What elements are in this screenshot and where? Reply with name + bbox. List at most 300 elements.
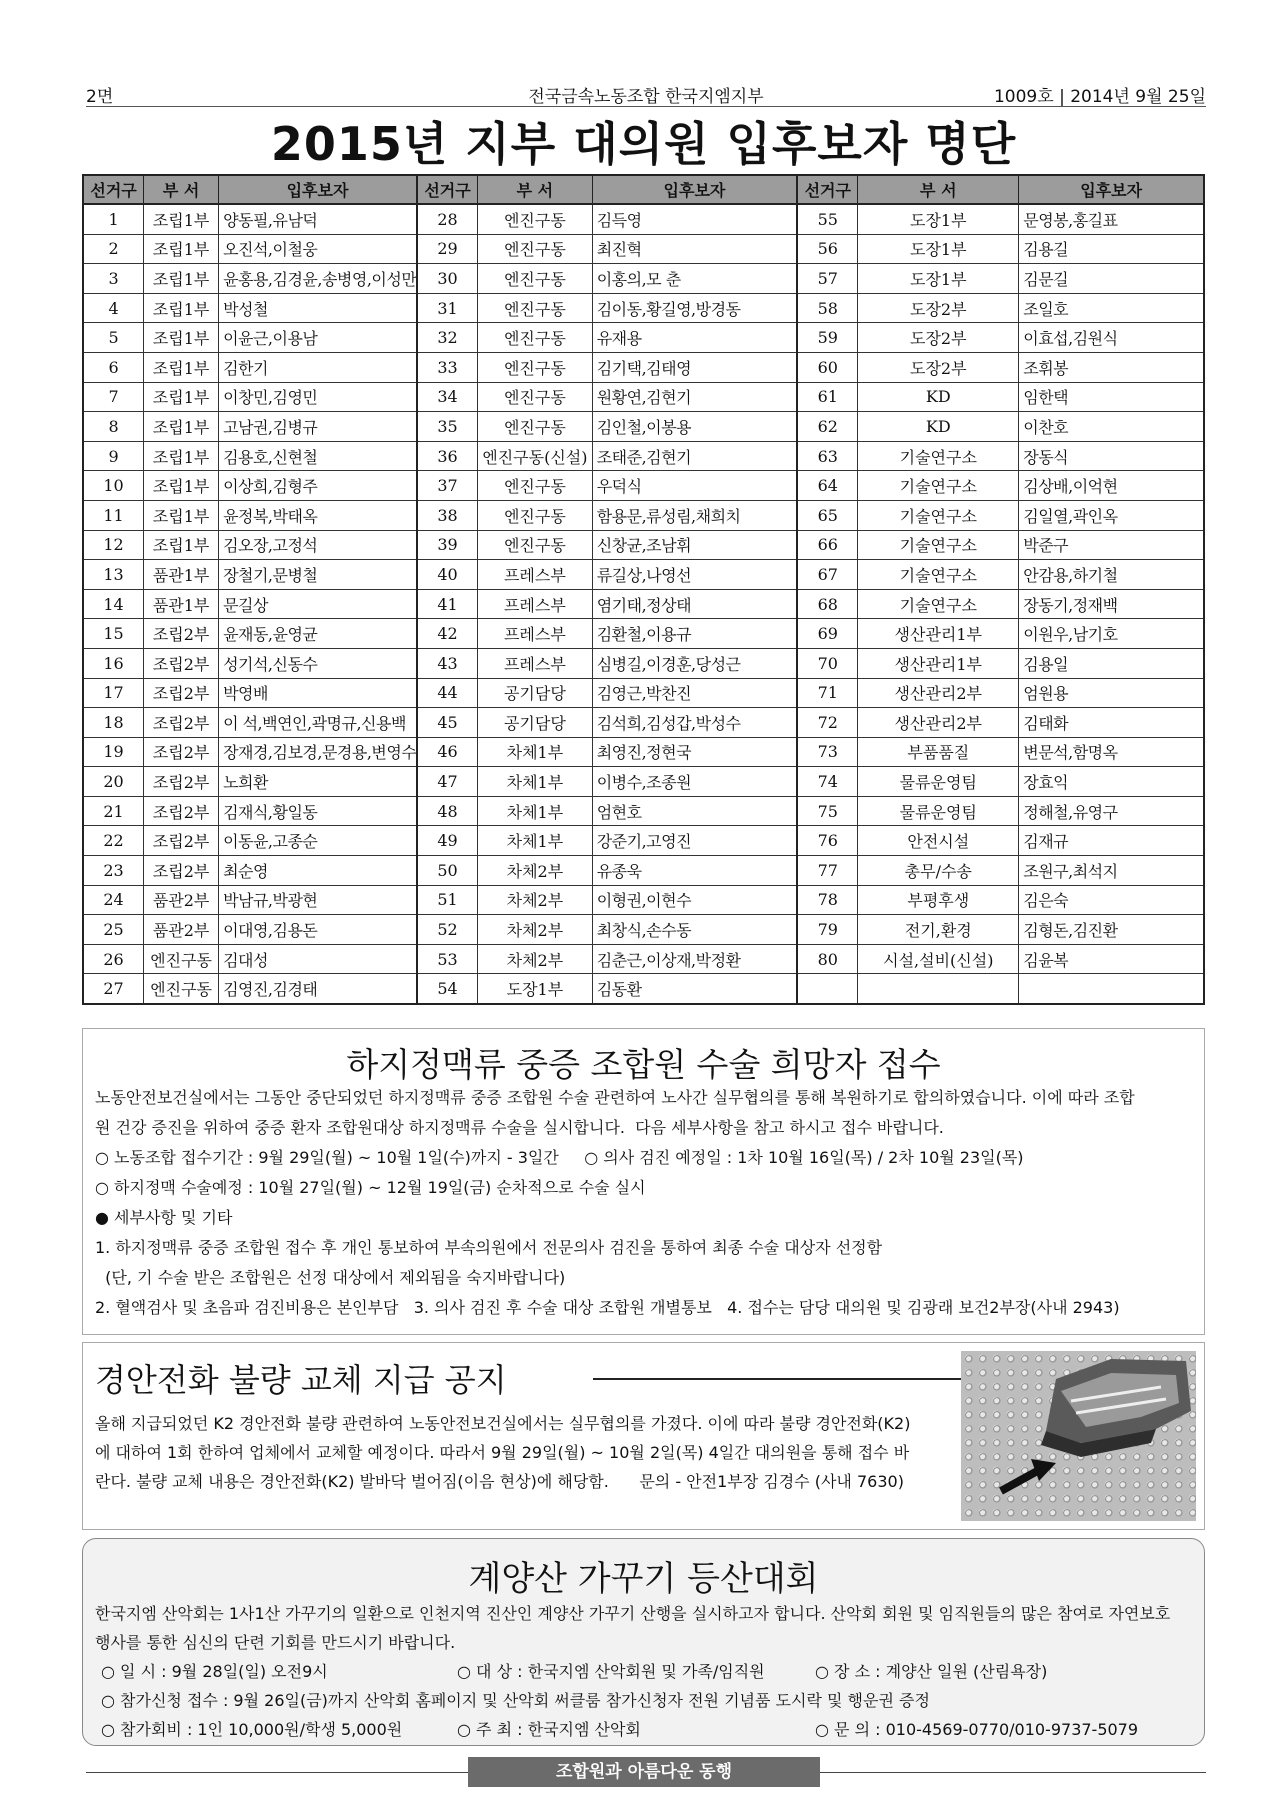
- department: 조립2부: [144, 767, 219, 797]
- district-number: 59: [797, 323, 858, 353]
- district-number: 64: [797, 471, 858, 501]
- district-number: 78: [797, 885, 858, 915]
- table-row: [83, 382, 1204, 412]
- event-info-row: [95, 1657, 1192, 1686]
- candidates: 김동환: [592, 974, 797, 1004]
- event-fee: ○ 참가회비 : 1인 10,000원/학생 5,000원: [101, 1720, 403, 1739]
- candidates: 김인철,이봉용: [592, 412, 797, 442]
- candidates: 최영진,정현국: [592, 737, 797, 767]
- candidates: 정해철,유영구: [1019, 796, 1204, 826]
- title-rule: [593, 1378, 1011, 1380]
- district-number: 13: [83, 560, 144, 590]
- candidates: 박준구: [1019, 530, 1204, 560]
- department: 공기담당: [478, 708, 593, 738]
- district-number: 11: [83, 500, 144, 530]
- table-row: [83, 323, 1204, 353]
- candidates: 신창균,조남휘: [592, 530, 797, 560]
- district-number: 53: [417, 944, 478, 974]
- department: 조립1부: [144, 204, 219, 234]
- candidates: 김득영: [592, 204, 797, 234]
- district-number: 30: [417, 264, 478, 294]
- department: 기술연구소: [858, 441, 1019, 471]
- district-number: 18: [83, 708, 144, 738]
- district-number: 15: [83, 619, 144, 649]
- candidates: 유종욱: [592, 856, 797, 886]
- district-number: 43: [417, 648, 478, 678]
- candidates: 염기태,정상태: [592, 589, 797, 619]
- candidates: 김한기: [219, 352, 417, 382]
- district-number: 7: [83, 382, 144, 412]
- candidates: 이홍의,모 춘: [592, 264, 797, 294]
- notice-title: 경안전화 불량 교체 지급 공지: [95, 1361, 507, 1399]
- roster-header-cell: 부 서: [858, 175, 1019, 204]
- district-number: 19: [83, 737, 144, 767]
- department: 도장2부: [858, 352, 1019, 382]
- district-number: 72: [797, 708, 858, 738]
- text-line: (단, 기 수술 받은 조합원은 선정 대상에서 제외됨을 숙지바랍니다): [95, 1268, 566, 1287]
- notice-body: [95, 1409, 1035, 1496]
- candidates: 윤재동,윤영균: [219, 619, 417, 649]
- candidates: [1019, 974, 1204, 1004]
- candidates: 안감용,하기철: [1019, 560, 1204, 590]
- page-number: 2면: [86, 87, 114, 107]
- department: 엔진구동: [478, 264, 593, 294]
- department: 조립2부: [144, 856, 219, 886]
- district-number: 55: [797, 204, 858, 234]
- department: 품관1부: [144, 589, 219, 619]
- district-number: 49: [417, 826, 478, 856]
- district-number: 26: [83, 944, 144, 974]
- table-row: [83, 264, 1204, 294]
- district-number: 46: [417, 737, 478, 767]
- district-number: 16: [83, 648, 144, 678]
- district-number: 70: [797, 648, 858, 678]
- event-contact: ○ 문 의 : 010-4569-0770/010-9737-5079: [815, 1720, 1139, 1739]
- candidates: 장철기,문병철: [219, 560, 417, 590]
- candidates: 김영진,김경태: [219, 974, 417, 1004]
- district-number: 77: [797, 856, 858, 886]
- candidates: 김석희,김성갑,박성수: [592, 708, 797, 738]
- table-row: [83, 708, 1204, 738]
- department: 조립1부: [144, 323, 219, 353]
- department: 도장1부: [858, 204, 1019, 234]
- candidates: 이효섭,김원식: [1019, 323, 1204, 353]
- event-info-row: [95, 1686, 1192, 1715]
- text-line: 2. 혈액검사 및 초음파 검진비용은 본인부담 3. 의사 검진 후 수술 대상 조합원 개별통보 4. 접수는 담당 대의원 및 김광래 보건2부장(사내 2943): [95, 1298, 1120, 1317]
- district-number: 24: [83, 885, 144, 915]
- candidates: 유재용: [592, 323, 797, 353]
- district-number: 21: [83, 796, 144, 826]
- event-apply: ○ 참가신청 접수 : 9월 26일(금)까지 산악회 홈페이지 및 산악회 써클룸 참가신청자 전원 기념품 도시락 및 행운권 증정: [101, 1691, 930, 1710]
- department: 품관2부: [144, 885, 219, 915]
- candidate-roster-table: [82, 174, 1205, 1005]
- department: 안전시설: [858, 826, 1019, 856]
- candidates: 김용일: [1019, 648, 1204, 678]
- department: 공기담당: [478, 678, 593, 708]
- candidates: 함용문,류성림,채희치: [592, 500, 797, 530]
- candidates: 문길상: [219, 589, 417, 619]
- page-title: 2015년 지부 대의원 입후보자 명단: [270, 117, 1017, 171]
- district-number: 31: [417, 293, 478, 323]
- candidates: 이병수,조종원: [592, 767, 797, 797]
- candidates: 김대성: [219, 944, 417, 974]
- district-number: 20: [83, 767, 144, 797]
- candidates: 최진혁: [592, 234, 797, 264]
- district-number: 44: [417, 678, 478, 708]
- candidates: 변문석,함명옥: [1019, 737, 1204, 767]
- department: 기술연구소: [858, 530, 1019, 560]
- department: 차체2부: [478, 885, 593, 915]
- candidates: 이대영,김용돈: [219, 915, 417, 945]
- department: 조립2부: [144, 619, 219, 649]
- roster-body: [83, 204, 1204, 1004]
- department: 기술연구소: [858, 560, 1019, 590]
- district-number: 75: [797, 796, 858, 826]
- roster-header-cell: 선거구: [83, 175, 144, 204]
- district-number: 65: [797, 500, 858, 530]
- department: 조립1부: [144, 234, 219, 264]
- table-row: [83, 944, 1204, 974]
- district-number: 52: [417, 915, 478, 945]
- candidates: 김은숙: [1019, 885, 1204, 915]
- table-row: [83, 589, 1204, 619]
- department: KD: [858, 382, 1019, 412]
- roster-header-cell: 선거구: [797, 175, 858, 204]
- department: 엔진구동: [144, 944, 219, 974]
- candidates: 이윤근,이용남: [219, 323, 417, 353]
- department: 부품품질: [858, 737, 1019, 767]
- candidates: 김영근,박찬진: [592, 678, 797, 708]
- department: 차체1부: [478, 737, 593, 767]
- department: 엔진구동: [478, 412, 593, 442]
- department: 엔진구동: [478, 500, 593, 530]
- candidates: 김재식,황일동: [219, 796, 417, 826]
- notice-title: 하지정맥류 중증 조합원 수술 희망자 접수: [346, 1045, 941, 1084]
- department: 조립2부: [144, 708, 219, 738]
- table-row: [83, 441, 1204, 471]
- department: 차체1부: [478, 826, 593, 856]
- district-number: 6: [83, 352, 144, 382]
- roster-header-cell: 입후보자: [592, 175, 797, 204]
- department: 조립1부: [144, 530, 219, 560]
- candidates: 장동기,정재백: [1019, 589, 1204, 619]
- district-number: 3: [83, 264, 144, 294]
- roster-header-row: [83, 175, 1204, 204]
- district-number: 73: [797, 737, 858, 767]
- district-number: 79: [797, 915, 858, 945]
- district-number: 17: [83, 678, 144, 708]
- department: 전기,환경: [858, 915, 1019, 945]
- department: 프레스부: [478, 619, 593, 649]
- district-number: 4: [83, 293, 144, 323]
- department: 프레스부: [478, 648, 593, 678]
- district-number: 69: [797, 619, 858, 649]
- department: 엔진구동: [144, 974, 219, 1004]
- department: 도장2부: [858, 323, 1019, 353]
- footer-slogan: 조합원과 아름다운 동행: [468, 1757, 820, 1787]
- candidates: 강준기,고영진: [592, 826, 797, 856]
- district-number: 42: [417, 619, 478, 649]
- mountain-hiking-event-notice: [82, 1538, 1205, 1746]
- table-row: [83, 293, 1204, 323]
- department: 조립1부: [144, 293, 219, 323]
- district-number: 39: [417, 530, 478, 560]
- district-number: 71: [797, 678, 858, 708]
- candidates: 박성철: [219, 293, 417, 323]
- table-row: [83, 412, 1204, 442]
- department: 도장1부: [858, 264, 1019, 294]
- district-number: 48: [417, 796, 478, 826]
- department: 시설,설비(신설): [858, 944, 1019, 974]
- candidates: 조일호: [1019, 293, 1204, 323]
- district-number: 60: [797, 352, 858, 382]
- table-row: [83, 648, 1204, 678]
- district-number: 58: [797, 293, 858, 323]
- district-number: 61: [797, 382, 858, 412]
- table-row: [83, 619, 1204, 649]
- department: 엔진구동: [478, 352, 593, 382]
- text-line: ● 세부사항 및 기타: [95, 1208, 233, 1227]
- table-row: [83, 885, 1204, 915]
- candidates: 김기택,김태영: [592, 352, 797, 382]
- candidates: 김태화: [1019, 708, 1204, 738]
- text-line: 란다. 불량 교체 내용은 경안전화(K2) 발바닥 벌어짐(이음 현상)에 해당함. 문의 - 안전1부장 김경수 (사내 7630): [95, 1472, 904, 1491]
- department: 차체1부: [478, 767, 593, 797]
- district-number: 33: [417, 352, 478, 382]
- candidates: 엄현호: [592, 796, 797, 826]
- district-number: 34: [417, 382, 478, 412]
- department: 조립1부: [144, 352, 219, 382]
- department: 조립1부: [144, 441, 219, 471]
- table-row: [83, 530, 1204, 560]
- table-row: [83, 974, 1204, 1004]
- candidates: 이동윤,고종순: [219, 826, 417, 856]
- event-place: ○ 장 소 : 계양산 일원 (산림욕장): [815, 1662, 1048, 1681]
- department: 조립1부: [144, 500, 219, 530]
- candidates: 박영배: [219, 678, 417, 708]
- district-number: 36: [417, 441, 478, 471]
- candidates: 노희환: [219, 767, 417, 797]
- district-number: 9: [83, 441, 144, 471]
- candidates: 윤정복,박태옥: [219, 500, 417, 530]
- department: 엔진구동: [478, 471, 593, 501]
- table-row: [83, 767, 1204, 797]
- department: 도장1부: [478, 974, 593, 1004]
- event-date: ○ 일 시 : 9월 28일(일) 오전9시: [101, 1662, 328, 1681]
- candidates: 최창식,손수동: [592, 915, 797, 945]
- page-header: [86, 80, 1206, 107]
- department: 조립1부: [144, 264, 219, 294]
- candidates: 이원우,남기호: [1019, 619, 1204, 649]
- department: 조립2부: [144, 678, 219, 708]
- candidates: 이 석,백연인,곽명규,신용백: [219, 708, 417, 738]
- district-number: 22: [83, 826, 144, 856]
- table-row: [83, 204, 1204, 234]
- candidates: 임한택: [1019, 382, 1204, 412]
- candidates: 조휘봉: [1019, 352, 1204, 382]
- district-number: 1: [83, 204, 144, 234]
- roster-header-cell: 입후보자: [1019, 175, 1204, 204]
- district-number: 68: [797, 589, 858, 619]
- district-number: 56: [797, 234, 858, 264]
- roster-header-cell: 입후보자: [219, 175, 417, 204]
- district-number: 76: [797, 826, 858, 856]
- district-number: 62: [797, 412, 858, 442]
- department: 엔진구동: [478, 530, 593, 560]
- department: 생산관리2부: [858, 678, 1019, 708]
- department: 엔진구동: [478, 323, 593, 353]
- roster-header-cell: 부 서: [478, 175, 593, 204]
- candidates: 원황연,김현기: [592, 382, 797, 412]
- candidates: 이찬호: [1019, 412, 1204, 442]
- district-number: 14: [83, 589, 144, 619]
- candidates: 김재규: [1019, 826, 1204, 856]
- candidates: 장동식: [1019, 441, 1204, 471]
- district-number: 57: [797, 264, 858, 294]
- department: 엔진구동: [478, 293, 593, 323]
- district-number: 67: [797, 560, 858, 590]
- department: 품관2부: [144, 915, 219, 945]
- candidates: 고남권,김병규: [219, 412, 417, 442]
- candidates: 류길상,나영선: [592, 560, 797, 590]
- district-number: 37: [417, 471, 478, 501]
- text-line: ○ 노동조합 접수기간 : 9월 29일(월) ~ 10월 1일(수)까지 - 3일간 ○ 의사 검진 예정일 : 1차 10월 16일(목) / 2차 10월 23일(목): [95, 1148, 1024, 1167]
- candidates: 김문길: [1019, 264, 1204, 294]
- candidates: 김이동,황길영,방경동: [592, 293, 797, 323]
- district-number: 63: [797, 441, 858, 471]
- department: 차체1부: [478, 796, 593, 826]
- table-row: [83, 471, 1204, 501]
- text-line: 행사를 통한 심신의 단련 기회를 만드시기 바랍니다.: [95, 1633, 456, 1652]
- candidates: 김상배,이억현: [1019, 471, 1204, 501]
- table-row: [83, 234, 1204, 264]
- district-number: 28: [417, 204, 478, 234]
- district-number: 40: [417, 560, 478, 590]
- district-number: 8: [83, 412, 144, 442]
- candidates: 문영봉,홍길표: [1019, 204, 1204, 234]
- notice-body: [83, 1083, 1204, 1323]
- text-line: 노동안전보건실에서는 그동안 중단되었던 하지정맥류 중증 조합원 수술 관련하여 노사간 실무협의를 통해 복원하기로 합의하였습니다. 이에 따라 조합: [95, 1088, 1135, 1107]
- notice-intro: [95, 1599, 1192, 1657]
- candidates: 장효익: [1019, 767, 1204, 797]
- department: 총무/수송: [858, 856, 1019, 886]
- candidates: 김용호,신현철: [219, 441, 417, 471]
- department: 물류운영팀: [858, 767, 1019, 797]
- department: 기술연구소: [858, 471, 1019, 501]
- candidates: 장재경,김보경,문경용,변영수: [219, 737, 417, 767]
- table-row: [83, 678, 1204, 708]
- department: 조립1부: [144, 382, 219, 412]
- department: 엔진구동: [478, 204, 593, 234]
- candidates: 김오장,고정석: [219, 530, 417, 560]
- table-row: [83, 826, 1204, 856]
- text-line: 한국지엠 산악회는 1사1산 가꾸기의 일환으로 인천지역 진산인 계양산 가꾸기 산행을 실시하고자 합니다. 산악회 회원 및 임직원들의 많은 참여로 자연보호: [95, 1604, 1171, 1623]
- table-row: [83, 856, 1204, 886]
- department: 기술연구소: [858, 500, 1019, 530]
- department: 조립1부: [144, 471, 219, 501]
- event-host: ○ 주 최 : 한국지엠 산악회: [457, 1720, 641, 1739]
- department: 프레스부: [478, 560, 593, 590]
- candidates: 엄원용: [1019, 678, 1204, 708]
- department: 차체2부: [478, 915, 593, 945]
- district-number: 66: [797, 530, 858, 560]
- publisher-name: 전국금속노동조합 한국지엠지부: [528, 87, 764, 107]
- district-number: [797, 974, 858, 1004]
- candidates: 김용길: [1019, 234, 1204, 264]
- table-row: [83, 560, 1204, 590]
- event-target: ○ 대 상 : 한국지엠 산악회원 및 가족/임직원: [457, 1662, 765, 1681]
- notice-title: 계양산 가꾸기 등산대회: [468, 1559, 819, 1599]
- table-row: [83, 737, 1204, 767]
- candidates: 김춘근,이상재,박정환: [592, 944, 797, 974]
- department: 엔진구동: [478, 382, 593, 412]
- district-number: 5: [83, 323, 144, 353]
- candidates: 김형돈,김진환: [1019, 915, 1204, 945]
- candidates: 이상희,김형주: [219, 471, 417, 501]
- district-number: 54: [417, 974, 478, 1004]
- event-info-row: [95, 1715, 1192, 1744]
- candidates: 심병길,이경훈,당성근: [592, 648, 797, 678]
- table-row: [83, 915, 1204, 945]
- roster-header-cell: 부 서: [144, 175, 219, 204]
- district-number: 32: [417, 323, 478, 353]
- department: 차체2부: [478, 944, 593, 974]
- candidates: 이창민,김영민: [219, 382, 417, 412]
- candidates: 성기석,신동수: [219, 648, 417, 678]
- candidates: 양동필,유남덕: [219, 204, 417, 234]
- district-number: 2: [83, 234, 144, 264]
- department: 생산관리2부: [858, 708, 1019, 738]
- department: 차체2부: [478, 856, 593, 886]
- candidates: 김환철,이용규: [592, 619, 797, 649]
- candidates: 김윤복: [1019, 944, 1204, 974]
- district-number: 25: [83, 915, 144, 945]
- candidates: 조원구,최석지: [1019, 856, 1204, 886]
- candidates: 우덕식: [592, 471, 797, 501]
- roster-header-cell: 선거구: [417, 175, 478, 204]
- department: 물류운영팀: [858, 796, 1019, 826]
- candidates: 박남규,박광현: [219, 885, 417, 915]
- district-number: 41: [417, 589, 478, 619]
- department: 엔진구동: [478, 234, 593, 264]
- department: 기술연구소: [858, 589, 1019, 619]
- district-number: 35: [417, 412, 478, 442]
- district-number: 50: [417, 856, 478, 886]
- district-number: 27: [83, 974, 144, 1004]
- text-line: 에 대하여 1회 한하여 업체에서 교체할 예정이다. 따라서 9월 29일(월) ~ 10월 2일(목) 4일간 대의원을 통해 접수 바: [95, 1443, 910, 1462]
- issue-info: 1009호 | 2014년 9월 25일: [993, 87, 1206, 107]
- district-number: 29: [417, 234, 478, 264]
- district-number: 80: [797, 944, 858, 974]
- safety-shoe-photo: [961, 1351, 1196, 1521]
- district-number: 10: [83, 471, 144, 501]
- notice-body: [83, 1599, 1204, 1744]
- department: [858, 974, 1019, 1004]
- table-row: [83, 352, 1204, 382]
- department: 생산관리1부: [858, 648, 1019, 678]
- district-number: 47: [417, 767, 478, 797]
- varicose-surgery-notice: [82, 1028, 1205, 1335]
- district-number: 51: [417, 885, 478, 915]
- candidates: 김일열,곽인옥: [1019, 500, 1204, 530]
- department: 조립2부: [144, 648, 219, 678]
- department: 도장1부: [858, 234, 1019, 264]
- district-number: 12: [83, 530, 144, 560]
- department: 품관1부: [144, 560, 219, 590]
- candidates: 오진석,이철웅: [219, 234, 417, 264]
- department: 조립1부: [144, 412, 219, 442]
- candidates: 이형권,이현수: [592, 885, 797, 915]
